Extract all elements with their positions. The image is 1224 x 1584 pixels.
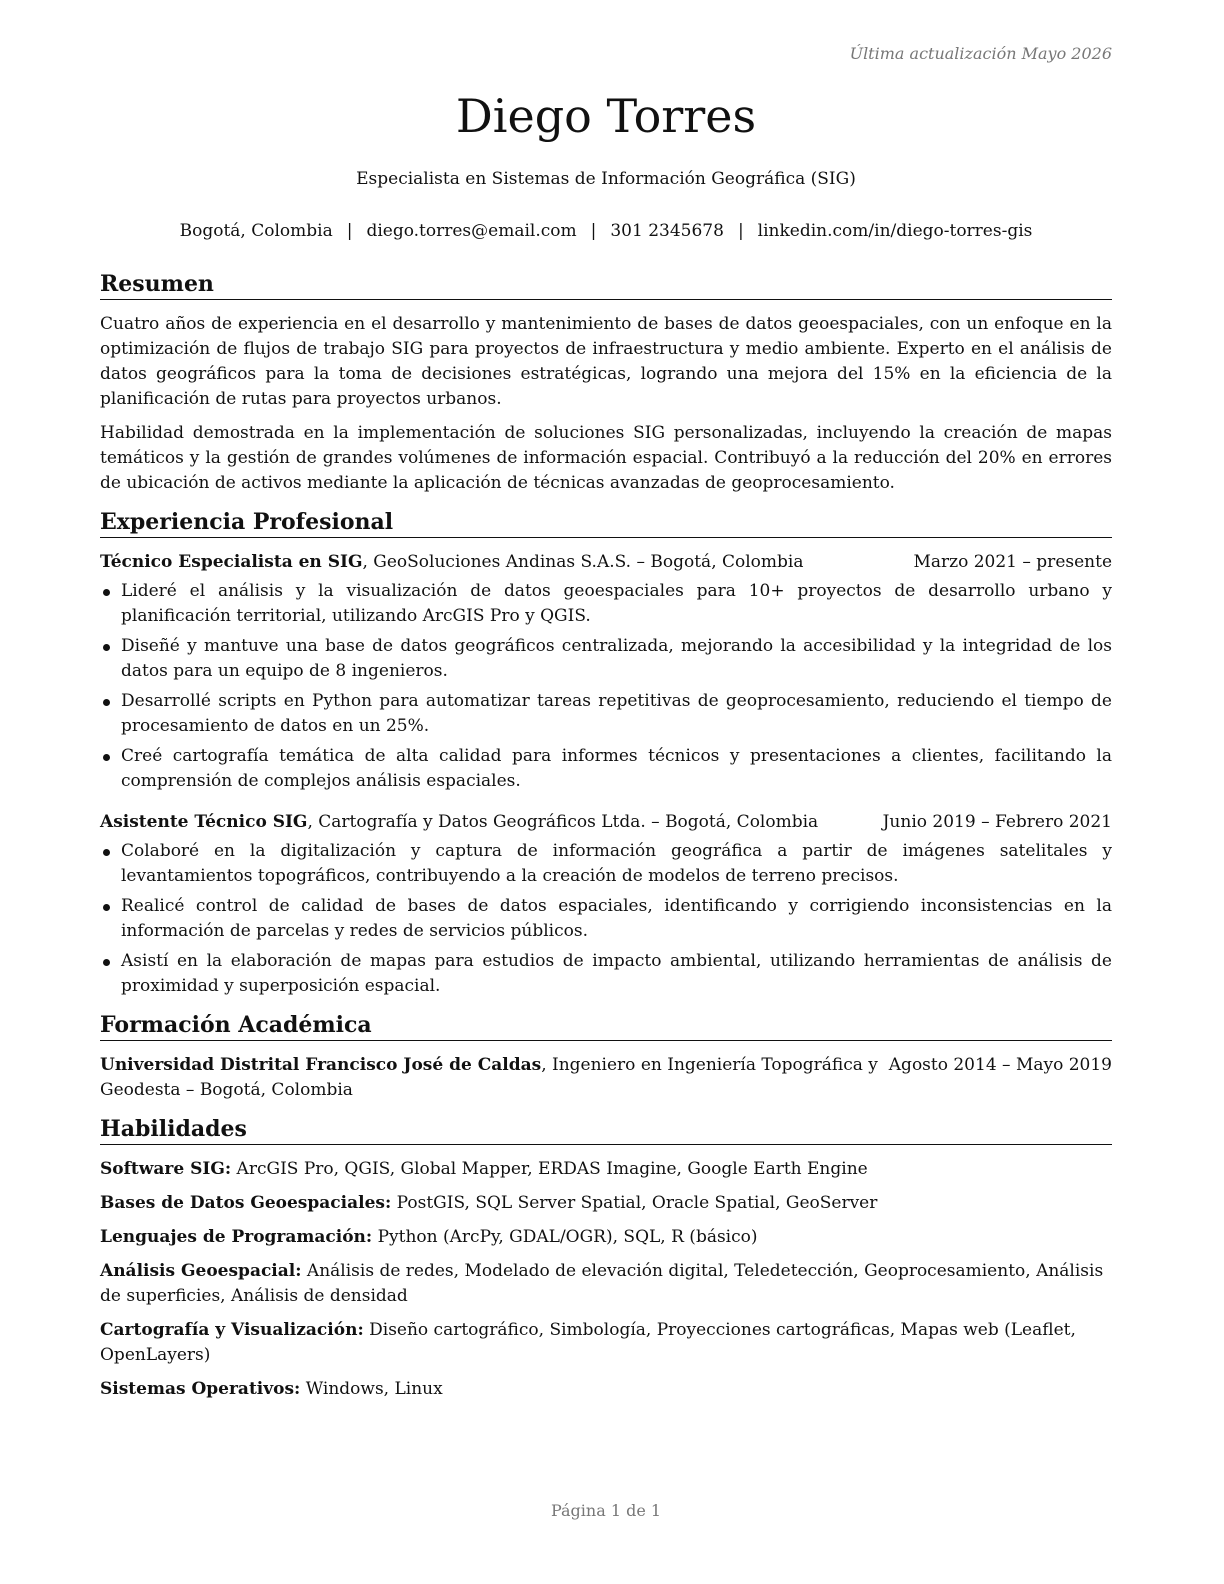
section-title-experience: Experiencia Profesional: [100, 508, 1112, 538]
skill-value: ArcGIS Pro, QGIS, Global Mapper, ERDAS Imagine, Google Earth Engine: [231, 1159, 868, 1179]
contact-linkedin-link[interactable]: linkedin.com/in/diego-torres-gis: [757, 221, 1033, 241]
job-role-company: [100, 550, 804, 575]
job-bullet: Realicé control de calidad de bases de datos espaciales, identificando y corrigiendo inconsistencias en la información de parcelas y redes de servicios públicos.: [100, 894, 1112, 944]
skill-value: Diseño cartográfico, Simbología, Proyecciones cartográficas, Mapas web (Leaflet, OpenLayers): [100, 1320, 1076, 1365]
job-entry: [100, 810, 1112, 999]
education-dates: Agosto 2014 – Mayo 2019: [888, 1055, 1112, 1075]
job-dates: Marzo 2021 – presente: [913, 552, 1112, 572]
skill-label: Sistemas Operativos:: [100, 1379, 301, 1399]
skills-section: [100, 1115, 1112, 1402]
skill-row: [100, 1377, 1112, 1402]
job-company: , Cartografía y Datos Geográficos Ltda. – Bogotá, Colombia: [307, 812, 819, 832]
job-dates: Junio 2019 – Febrero 2021: [882, 812, 1112, 832]
job-role-company: [100, 810, 818, 835]
education-section: [100, 1011, 1112, 1103]
skill-row: [100, 1225, 1112, 1250]
skill-label: Cartografía y Visualización:: [100, 1320, 364, 1340]
education-details: [100, 1053, 880, 1103]
skill-row: [100, 1318, 1112, 1368]
candidate-name: Diego Torres: [455, 89, 757, 143]
job-bullets: [100, 839, 1112, 999]
education-institution: Universidad Distrital Francisco José de Caldas: [100, 1055, 542, 1075]
summary-paragraph: Cuatro años de experiencia en el desarrollo y mantenimiento de bases de datos geoespaciales, con un enfoque en la optimización de flujos de trabajo SIG para proyectos de infraestructura y medio ambiente. Experto en el análisis de datos geográficos para la toma de decisiones estratégicas, logrando una mejora del 15% en la eficiencia de la planificación de rutas para proyectos urbanos.: [100, 314, 1112, 409]
candidate-title: Especialista en Sistemas de Información Geográfica (SIG): [356, 169, 856, 189]
skill-label: Bases de Datos Geoespaciales:: [100, 1193, 392, 1213]
resume-body: [100, 270, 1112, 1414]
skill-label: Análisis Geoespacial:: [100, 1261, 302, 1281]
skill-label: Software SIG:: [100, 1159, 232, 1179]
job-bullet: Lideré el análisis y la visualización de datos geoespaciales para 10+ proyectos de desarrollo urbano y planificación territorial, utilizando ArcGIS Pro y QGIS.: [100, 579, 1112, 629]
skill-row: [100, 1157, 1112, 1182]
contact-separator: |: [737, 221, 744, 241]
job-bullet: Asistí en la elaboración de mapas para estudios de impacto ambiental, utilizando herramientas de análisis de proximidad y superposición espacial.: [100, 949, 1112, 999]
job-company: , GeoSoluciones Andinas S.A.S. – Bogotá, Colombia: [362, 552, 804, 572]
summary-paragraph: Habilidad demostrada en la implementación de soluciones SIG personalizadas, incluyendo la creación de mapas temáticos y la gestión de grandes volúmenes de información espacial. Contribuyó a la reducción del 20% en errores de ubicación de activos mediante la aplicación de técnicas avanzadas de geoprocesamiento.: [100, 423, 1112, 493]
section-title-education: Formación Académica: [100, 1011, 1112, 1041]
skill-value: Análisis de redes, Modelado de elevación digital, Teledetección, Geoprocesamiento, Análisis de superficies, Análisis de densidad: [100, 1261, 1104, 1306]
experience-section: [100, 508, 1112, 999]
job-bullet: Colaboré en la digitalización y captura de información geográfica a partir de imágenes satelitales y levantamientos topográficos, contribuyendo a la creación de modelos de terreno precisos.: [100, 839, 1112, 889]
job-entry: [100, 550, 1112, 794]
contact-phone: 301 2345678: [610, 221, 724, 241]
job-role: Técnico Especialista en SIG: [100, 552, 363, 572]
job-role: Asistente Técnico SIG: [100, 812, 308, 832]
section-title-summary: Resumen: [100, 270, 1112, 300]
job-bullets: [100, 579, 1112, 794]
job-bullet: Creé cartografía temática de alta calidad para informes técnicos y presentaciones a clientes, facilitando la comprensión de complejos análisis espaciales.: [100, 744, 1112, 794]
contact-line: [100, 219, 1112, 243]
section-title-skills: Habilidades: [100, 1115, 1112, 1145]
skill-row: [100, 1191, 1112, 1216]
contact-separator: |: [346, 221, 353, 241]
summary-section: [100, 270, 1112, 496]
skill-value: Python (ArcPy, GDAL/OGR), SQL, R (básico): [372, 1227, 758, 1247]
contact-separator: |: [590, 221, 597, 241]
job-bullet: Desarrollé scripts en Python para automatizar tareas repetitivas de geoprocesamiento, reduciendo el tiempo de procesamiento de datos en un 25%.: [100, 689, 1112, 739]
job-header: [100, 810, 1112, 835]
contact-location: Bogotá, Colombia: [179, 221, 333, 241]
skill-label: Lenguajes de Programación:: [100, 1227, 373, 1247]
contact-email-link[interactable]: diego.torres@email.com: [366, 221, 577, 241]
page-number: Página 1 de 1: [550, 1501, 662, 1520]
resume-page: [100, 0, 1112, 1584]
job-bullet: Diseñé y mantuve una base de datos geográficos centralizada, mejorando la accesibilidad y la integridad de los datos para un equipo de 8 ingenieros.: [100, 634, 1112, 684]
skill-value: PostGIS, SQL Server Spatial, Oracle Spatial, GeoServer: [391, 1193, 878, 1213]
last-updated: Última actualización Mayo 2026: [849, 44, 1112, 63]
education-degree: , Ingeniero en Ingeniería Topográfica y Geodesta – Bogotá, Colombia: [100, 1055, 878, 1100]
skill-value: Windows, Linux: [300, 1379, 443, 1399]
job-header: [100, 550, 1112, 575]
education-entry: [100, 1053, 1112, 1103]
skill-row: [100, 1259, 1112, 1309]
